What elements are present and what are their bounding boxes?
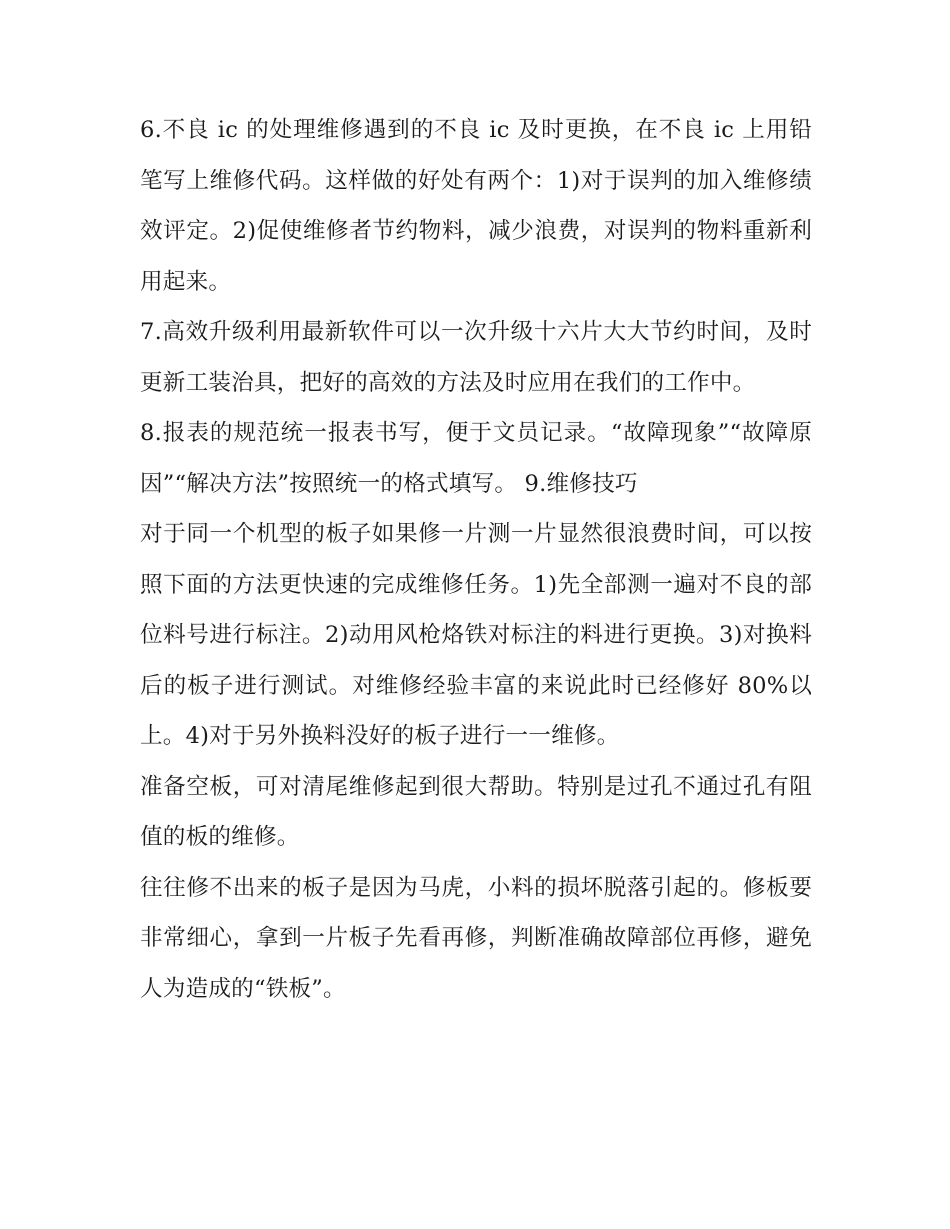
document-body [140,105,812,1014]
paragraph-repair-tips: 对于同一个机型的板子如果修一片测一片显然很浪费时间，可以按照下面的方法更快速的完成维修任务。1)先全部测一遍对不良的部位料号进行标注。2)动用风枪烙铁对标注的料进行更换。3)对换料后的板子进行测试。对维修经验丰富的来说此时已经修好 80%以上。4)对于另外换料没好的板子进行一一维修。 [140,521,812,749]
paragraph-report-standard: 8.报表的规范统一报表书写，便于文员记录。“故障现象”“故障原因”“解决方法”按照统一的格式填写。 9.维修技巧 [140,420,812,497]
paragraph-efficient-upgrade: 7.高效升级利用最新软件可以一次升级十六片大大节约时间，及时更新工装治具，把好的高效的方法及时应用在我们的工作中。 [140,319,812,396]
paragraph-ic-handling: 6.不良 ic 的处理维修遇到的不良 ic 及时更换，在不良 ic 上用铅笔写上维修代码。这样做的好处有两个：1)对于误判的加入维修绩效评定。2)促使维修者节约物料，减少浪费，对误判的物料重新利用起来。 [140,117,812,295]
paragraph-careful-repair: 往往修不出来的板子是因为马虎，小料的损坏脱落引起的。修板要非常细心，拿到一片板子先看再修，判断准确故障部位再修，避免人为造成的“铁板”。 [140,874,812,1002]
paragraph-spare-board: 准备空板，可对清尾维修起到很大帮助。特别是过孔不通过孔有阻值的板的维修。 [140,773,812,850]
